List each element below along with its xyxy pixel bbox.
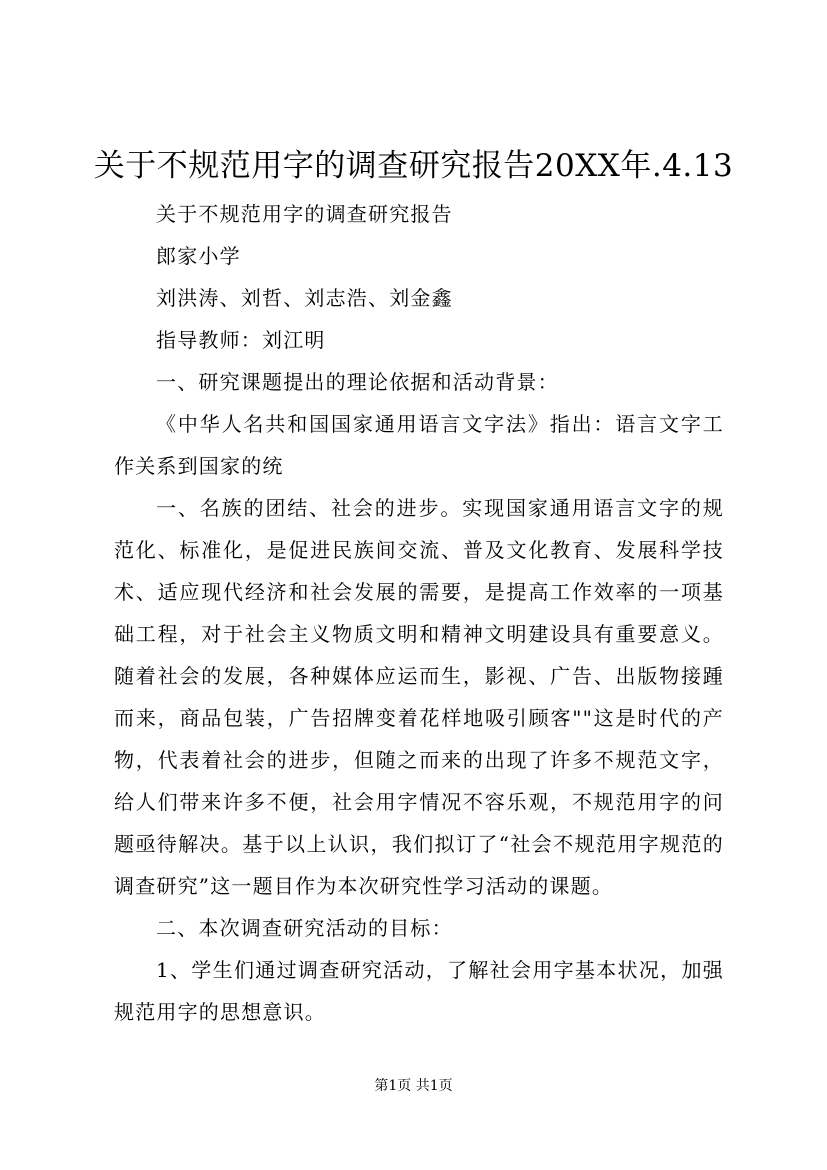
report-heading: 关于不规范用字的调查研究报告 — [156, 202, 453, 226]
document-body — [114, 193, 724, 1033]
page-number-footer: 第1页 共1页 — [374, 1078, 453, 1094]
school-name: 郎家小学 — [156, 244, 241, 268]
section-heading-1: 一、研究课题提出的理论依据和活动背景： — [156, 370, 559, 394]
body-paragraph-3: 1、学生们通过调查研究活动，了解社会用字基本状况，加强规范用字的思想意识。 — [114, 958, 724, 1024]
body-paragraph-1: 《中华人名共和国国家通用语言文字法》指出：语言文字工作关系到国家的统 — [114, 412, 724, 478]
body-paragraph-2: 一、名族的团结、社会的进步。实现国家通用语言文字的规范化、标准化，是促进民族间交流、普及文化教育、发展科学技术、适应现代经济和社会发展的需要，是提高工作效率的一项基础工程，对于社会主义物质文明和精神文明建设具有重要意义。随着社会的发展，各种媒体应运而生，影视、广告、出版物接踵而来，商品包装，广告招牌变着花样地吸引顾客""这是时代的产物，代表着社会的进步，但随之而来的出现了许多不规范文字，给人们带来许多不便，社会用字情况不容乐观，不规范用字的问题亟待解决。基于以上认识，我们拟订了“社会不规范用字规范的调查研究”这一题目作为本次研究性学习活动的课题。 — [114, 496, 724, 898]
authors-line: 刘洪涛、刘哲、刘志浩、刘金鑫 — [156, 286, 453, 310]
document-title: 关于不规范用字的调查研究报告20XX年.4.13 — [93, 148, 734, 184]
instructor-line: 指导教师：刘江明 — [156, 328, 326, 352]
section-heading-2: 二、本次调查研究活动的目标： — [156, 916, 453, 940]
